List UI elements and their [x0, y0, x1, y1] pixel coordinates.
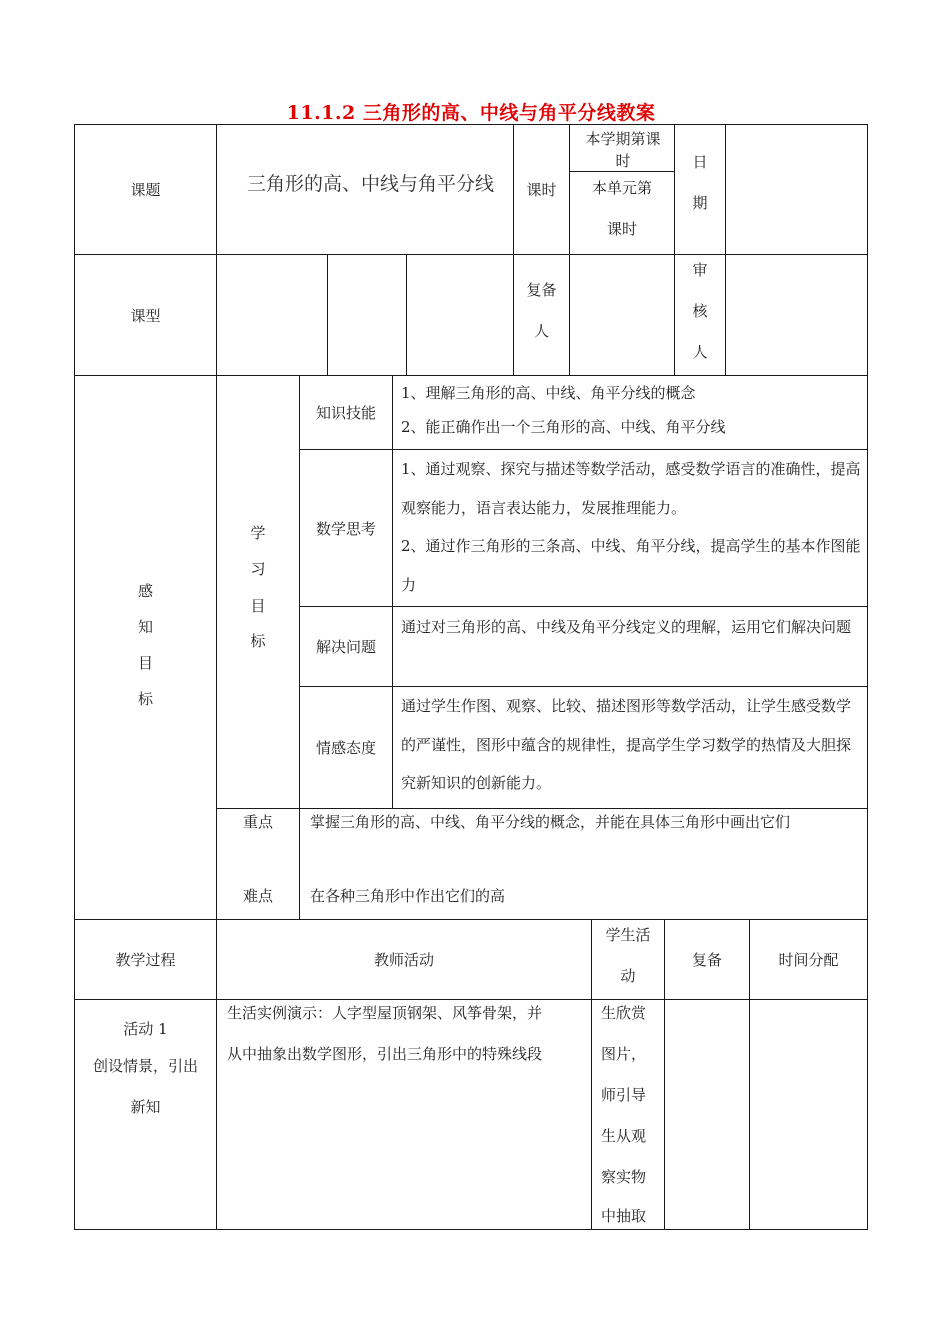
objective-content-cell-2 — [392, 449, 868, 607]
teacher-header: 教师活动 — [373, 951, 434, 969]
keshi-label-cell — [513, 124, 570, 255]
fubei-label-cell — [513, 254, 570, 376]
reviewer-char-2: 核 — [692, 302, 708, 320]
objective-label-4: 情感态度 — [315, 739, 376, 757]
group-char-1: 感 — [137, 582, 153, 600]
topic-text: 三角形的高、中线与角平分线 — [247, 173, 495, 195]
activity1-student-line2: 图片， — [601, 1045, 647, 1063]
objective-label-cell-4 — [299, 686, 393, 809]
difficulty-text: 在各种三角形中作出它们的高 — [310, 887, 506, 905]
process-header-cell — [74, 919, 217, 1000]
date-label-cell — [674, 124, 726, 255]
objective-label-cell-1 — [299, 375, 393, 450]
sub-char-4: 标 — [250, 632, 266, 650]
topic-cell — [216, 124, 514, 255]
group-char-4: 标 — [137, 690, 153, 708]
lesson-type-cell-3 — [406, 254, 514, 376]
activity1-student-line6: 中抽取 — [601, 1207, 647, 1225]
objective-content-cell-3 — [392, 606, 868, 687]
objective-4-line-1: 通过学生作图、观察、比较、描述图形等数学活动，让学生感受数学的严谨性，图形中蕴含的规律性，提高学生学习数学的热情及大胆探究新知识的创新能力。 — [401, 697, 852, 792]
objective-2-line-1: 1、通过观察、探究与描述等数学活动，感受数学语言的准确性，提高观察能力，语言表达能力，发展推理能力。 — [401, 460, 861, 517]
process-header: 教学过程 — [115, 951, 176, 969]
activity1-teacher-line2: 从中抽象出数学图形，引出三角形中的特殊线段 — [227, 1045, 543, 1063]
objective-1-line-2: 2、能正确作出一个三角形的高、中线、角平分线 — [401, 418, 726, 436]
activity1-label-line3: 新知 — [130, 1098, 161, 1116]
objective-label-cell-2 — [299, 449, 393, 607]
reviewer-label-cell — [674, 254, 726, 376]
time-header-cell — [749, 919, 868, 1000]
group-char-3: 目 — [137, 654, 153, 672]
fubei-header-cell — [664, 919, 750, 1000]
objective-label-2: 数学思考 — [315, 519, 376, 538]
time-header: 时间分配 — [778, 951, 839, 969]
activity1-student-line1: 生欣赏 — [601, 1004, 647, 1022]
activity1-teacher-cell — [216, 999, 592, 1230]
sub-char-1: 学 — [250, 524, 266, 542]
objective-1-line-1: 1、理解三角形的高、中线、角平分线的概念 — [401, 384, 696, 402]
lesson-type-cell-2 — [327, 254, 407, 376]
activity1-label-line2: 创设情景，引出 — [92, 1057, 198, 1075]
reviewer-char-1: 审 — [692, 261, 708, 279]
objective-content-cell-4 — [392, 686, 868, 809]
activity1-student-cell — [591, 999, 665, 1230]
objective-label-3: 解决问题 — [315, 638, 376, 656]
objective-content-cell-1 — [392, 375, 868, 450]
reviewer-value-cell — [725, 254, 868, 376]
activity1-student-line3: 师引导 — [601, 1086, 647, 1104]
unit-lesson-line2: 课时 — [606, 220, 637, 238]
fubei-label-line2: 人 — [533, 322, 549, 340]
activity1-teacher-line1: 生活实例演示：人字型屋顶钢架、风筝骨架，并 — [227, 1004, 543, 1022]
group-char-2: 知 — [137, 618, 153, 636]
objectives-sub-label-cell — [216, 375, 300, 809]
key-difficulty-label-cell — [216, 808, 300, 920]
objectives-group-label-cell — [74, 375, 217, 920]
objective-label-cell-3 — [299, 606, 393, 687]
student-header-cell — [591, 919, 665, 1000]
fubei-value-cell — [569, 254, 675, 376]
activity1-label-line1: 活动 1 — [123, 1020, 168, 1038]
lesson-type-cell-1 — [216, 254, 328, 376]
unit-lesson-line1: 本单元第 — [591, 179, 652, 197]
difficulty-label: 难点 — [242, 887, 273, 905]
topic-label-cell — [74, 124, 217, 255]
keshi-label: 课时 — [526, 181, 557, 199]
key-text: 掌握三角形的高、中线、角平分线的概念，并能在具体三角形中画出它们 — [310, 813, 791, 831]
document-title: 11.1.2 三角形的高、中线与角平分线教案 — [286, 102, 656, 124]
student-header-line1: 学生活 — [605, 926, 651, 944]
semester-lesson: 本学期第课时 — [585, 130, 661, 170]
lesson-type-label-cell — [74, 254, 217, 376]
objective-label-1: 知识技能 — [315, 404, 376, 422]
date-char-2: 期 — [692, 194, 708, 212]
lesson-count-divider — [569, 171, 675, 172]
sub-char-2: 习 — [250, 560, 266, 578]
lesson-count-cell — [569, 124, 675, 255]
activity1-label-cell — [74, 999, 217, 1230]
sub-char-3: 目 — [250, 597, 266, 615]
key-label: 重点 — [242, 813, 273, 831]
key-difficulty-content-cell — [299, 808, 868, 920]
topic-label: 课题 — [130, 181, 161, 199]
activity1-student-line4: 生从观 — [601, 1127, 647, 1145]
fubei-label-line1: 复备 — [526, 281, 557, 299]
activity1-student-line5: 察实物 — [601, 1168, 647, 1186]
fubei-header: 复备 — [691, 951, 722, 969]
date-char-1: 日 — [692, 153, 708, 171]
objective-3-line-1: 通过对三角形的高、中线及角平分线定义的理解，运用它们解决问题 — [401, 618, 852, 636]
student-header-line2: 动 — [620, 967, 636, 985]
activity1-fubei-cell — [664, 999, 750, 1230]
reviewer-char-3: 人 — [692, 343, 708, 361]
lesson-type-label: 课型 — [130, 306, 161, 325]
activity1-time-cell — [749, 999, 868, 1230]
date-value-cell — [725, 124, 868, 255]
objective-2-line-2: 2、通过作三角形的三条高、中线、角平分线，提高学生的基本作图能力 — [401, 537, 861, 594]
teacher-header-cell — [216, 919, 592, 1000]
